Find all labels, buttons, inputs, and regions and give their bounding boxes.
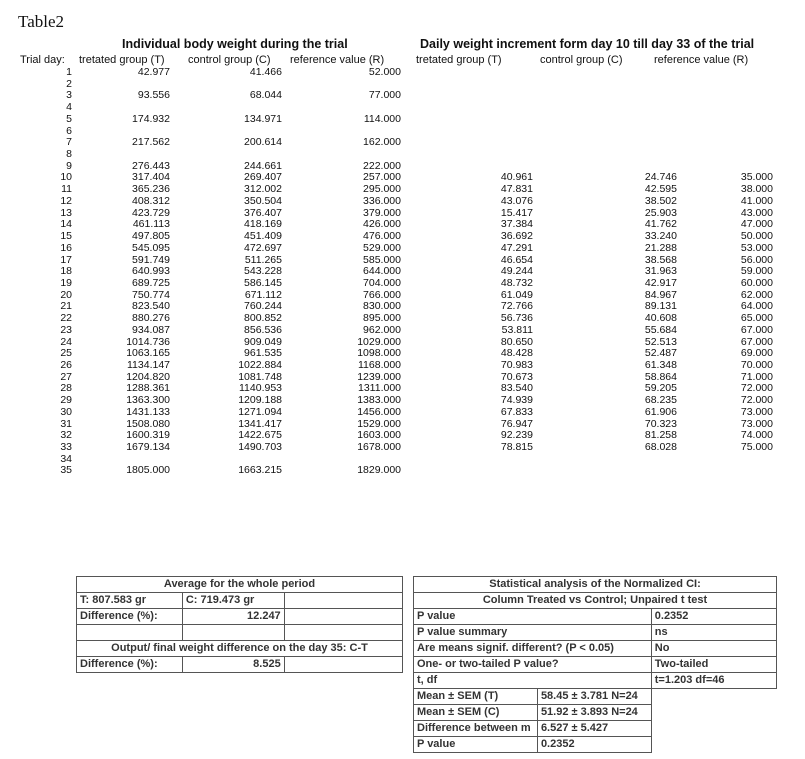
cell-t: 1805.000 [126, 464, 170, 477]
cell-c: 350.504 [244, 194, 282, 207]
cell-dr: 60.000 [740, 276, 773, 289]
cell-r: 1829.000 [357, 464, 401, 477]
stats-row [414, 705, 777, 721]
stats-label: P value summary [414, 625, 652, 641]
cell-dr: 70.000 [740, 358, 773, 371]
cell-dc: 24.746 [644, 171, 677, 184]
table-row [0, 243, 805, 255]
cell-day: 1 [66, 66, 72, 78]
cell-dc: 52.513 [644, 335, 677, 348]
cell-dr: 56.000 [740, 253, 773, 266]
cell-day: 14 [60, 218, 72, 231]
cell-day: 18 [60, 265, 72, 278]
cell-day: 9 [66, 159, 72, 172]
cell-day: 26 [60, 358, 72, 371]
stats-value: t=1.203 df=46 [651, 673, 776, 689]
cell-dt: 92.239 [500, 429, 533, 442]
stats-title-1: Statistical analysis of the Normalized CI: [414, 577, 777, 593]
cell-t: 1508.080 [126, 417, 170, 430]
cell-c: 1209.188 [238, 394, 282, 407]
cell-t: 750.774 [132, 288, 170, 301]
cell-day: 20 [60, 288, 72, 301]
cell-dt: 48.732 [500, 276, 533, 289]
stats-row [414, 657, 777, 673]
weight-table [0, 67, 805, 477]
table-row [0, 231, 805, 243]
table-row [0, 430, 805, 442]
cell-r: 1029.000 [357, 335, 401, 348]
difference-label: Difference (%): [77, 609, 183, 625]
cell-dr: 38.000 [740, 183, 773, 196]
cell-dt: 15.417 [500, 206, 533, 219]
table-row [0, 208, 805, 220]
cell-t: 317.404 [132, 171, 170, 184]
table-row [0, 407, 805, 419]
table-row [0, 161, 805, 173]
cell-t: 1600.319 [126, 429, 170, 442]
average-t: T: 807.583 gr [77, 593, 183, 609]
cell-dc: 38.502 [644, 194, 677, 207]
header-daily-reference: reference value (R) [654, 54, 749, 66]
stats-label: Difference between m [414, 721, 538, 737]
stats-label: Mean ± SEM (C) [414, 705, 538, 721]
cell-day: 32 [60, 429, 72, 442]
cell-dt: 76.947 [500, 417, 533, 430]
cell-dr: 65.000 [740, 312, 773, 325]
cell-dt: 74.939 [500, 394, 533, 407]
stats-row [414, 737, 777, 753]
cell-dt: 47.291 [500, 241, 533, 254]
cell-c: 1022.884 [238, 358, 282, 371]
cell-dc: 25.903 [644, 206, 677, 219]
table-row [0, 90, 805, 102]
cell-r: 529.000 [363, 241, 401, 254]
table-row [0, 372, 805, 384]
cell-r: 77.000 [368, 89, 401, 102]
cell-dc: 81.258 [644, 429, 677, 442]
cell-day: 28 [60, 382, 72, 395]
cell-t: 1204.820 [126, 370, 170, 383]
table-row [0, 255, 805, 267]
cell-dc: 58.864 [644, 370, 677, 383]
cell-c: 1081.748 [238, 370, 282, 383]
cell-dr: 69.000 [740, 347, 773, 360]
table-row [0, 348, 805, 360]
cell-r: 962.000 [363, 323, 401, 336]
cell-c: 961.535 [244, 347, 282, 360]
stats-label: P value [414, 609, 652, 625]
cell-dr: 72.000 [740, 394, 773, 407]
cell-dr: 74.000 [740, 429, 773, 442]
cell-dc: 55.684 [644, 323, 677, 336]
table-row [0, 325, 805, 337]
stats-row [414, 721, 777, 737]
difference-value: 12.247 [182, 609, 284, 625]
cell-c: 376.407 [244, 206, 282, 219]
cell-day: 15 [60, 230, 72, 243]
cell-c: 543.228 [244, 265, 282, 278]
cell-r: 644.000 [363, 265, 401, 278]
average-title: Average for the whole period [77, 577, 403, 593]
cell-t: 1014.736 [126, 335, 170, 348]
cell-r: 476.000 [363, 230, 401, 243]
cell-c: 68.044 [249, 89, 282, 102]
cell-dt: 80.650 [500, 335, 533, 348]
table-row [0, 266, 805, 278]
cell-dr: 47.000 [740, 218, 773, 231]
cell-r: 1529.000 [357, 417, 401, 430]
cell-day: 35 [60, 464, 72, 477]
table-row [0, 79, 805, 91]
table-row [0, 395, 805, 407]
stats-value: 6.527 ± 5.427 [537, 721, 651, 737]
cell-dt: 70.673 [500, 370, 533, 383]
cell-dt: 48.428 [500, 347, 533, 360]
stats-label: Are means signif. different? (P < 0.05) [414, 641, 652, 657]
cell-dc: 84.967 [644, 288, 677, 301]
cell-dt: 47.831 [500, 183, 533, 196]
cell-dt: 78.815 [500, 441, 533, 453]
cell-dt: 43.076 [500, 194, 533, 207]
cell-t: 174.932 [132, 112, 170, 125]
cell-r: 1239.000 [357, 370, 401, 383]
cell-c: 1663.215 [238, 464, 282, 477]
cell-c: 800.852 [244, 312, 282, 325]
cell-r: 114.000 [363, 112, 401, 125]
cell-c: 200.614 [244, 136, 282, 149]
stats-row [414, 689, 777, 705]
table-row [0, 196, 805, 208]
cell-t: 880.276 [132, 312, 170, 325]
stats-value: 51.92 ± 3.893 N=24 [537, 705, 651, 721]
table-caption: Table2 [18, 12, 65, 31]
cell-day: 23 [60, 323, 72, 336]
cell-c: 1490.703 [238, 441, 282, 453]
cell-dt: 67.833 [500, 405, 533, 418]
cell-c: 1341.417 [238, 417, 282, 430]
cell-dr: 64.000 [740, 300, 773, 313]
stats-row [414, 625, 777, 641]
cell-t: 1134.147 [126, 358, 170, 371]
cell-c: 244.661 [244, 159, 282, 172]
header-treated: tretated group (T) [79, 54, 165, 66]
cell-day: 8 [66, 148, 72, 161]
cell-dc: 21.288 [644, 241, 677, 254]
cell-day: 5 [66, 112, 72, 125]
cell-t: 497.805 [132, 230, 170, 243]
header-daily-control: control group (C) [540, 54, 623, 66]
cell-t: 1431.133 [126, 405, 170, 418]
cell-t: 42.977 [137, 66, 170, 78]
stats-value: Two-tailed [651, 657, 776, 673]
left-section-title: Individual body weight during the trial [122, 37, 348, 51]
cell-day: 12 [60, 194, 72, 207]
stats-box [413, 576, 777, 753]
cell-t: 591.749 [132, 253, 170, 266]
header-daily-treated: tretated group (T) [416, 54, 502, 66]
stats-title-2: Column Treated vs Control; Unpaired t test [414, 593, 777, 609]
cell-day: 33 [60, 441, 72, 453]
stats-value: ns [651, 625, 776, 641]
cell-dc: 61.906 [644, 405, 677, 418]
cell-day: 13 [60, 206, 72, 219]
table-row [0, 442, 805, 454]
cell-dt: 36.692 [500, 230, 533, 243]
cell-dc: 31.963 [644, 265, 677, 278]
stats-row [414, 641, 777, 657]
cell-day: 16 [60, 241, 72, 254]
cell-dc: 89.131 [644, 300, 677, 313]
cell-r: 379.000 [363, 206, 401, 219]
cell-day: 22 [60, 312, 72, 325]
cell-day: 10 [60, 171, 72, 184]
cell-t: 276.443 [132, 159, 170, 172]
cell-dt: 46.654 [500, 253, 533, 266]
cell-day: 7 [66, 136, 72, 149]
cell-r: 585.000 [363, 253, 401, 266]
cell-day: 6 [66, 124, 72, 137]
cell-dt: 40.961 [500, 171, 533, 184]
table-row [0, 278, 805, 290]
table-row [0, 219, 805, 231]
cell-dc: 38.568 [644, 253, 677, 266]
cell-day: 34 [60, 452, 72, 465]
cell-r: 704.000 [363, 276, 401, 289]
cell-dc: 41.762 [644, 218, 677, 231]
cell-t: 640.993 [132, 265, 170, 278]
cell-r: 1168.000 [357, 358, 401, 371]
table-row [0, 465, 805, 477]
cell-t: 1063.165 [126, 347, 170, 360]
cell-t: 689.725 [132, 276, 170, 289]
cell-dt: 37.384 [500, 218, 533, 231]
cell-day: 31 [60, 417, 72, 430]
cell-dt: 83.540 [500, 382, 533, 395]
table-row [0, 301, 805, 313]
table-row [0, 114, 805, 126]
cell-t: 461.113 [132, 218, 170, 231]
cell-c: 856.536 [244, 323, 282, 336]
cell-t: 93.556 [137, 89, 170, 102]
table-row [0, 337, 805, 349]
cell-t: 217.562 [132, 136, 170, 149]
cell-day: 21 [60, 300, 72, 313]
cell-dt: 72.766 [500, 300, 533, 313]
cell-dc: 42.917 [644, 276, 677, 289]
stats-label: P value [414, 737, 538, 753]
cell-c: 671.112 [244, 288, 282, 301]
cell-dc: 33.240 [644, 230, 677, 243]
output-title: Output/ final weight difference on the day 35: C-T [77, 641, 403, 657]
cell-c: 451.409 [244, 230, 282, 243]
stats-label: Mean ± SEM (T) [414, 689, 538, 705]
cell-day: 27 [60, 370, 72, 383]
cell-dr: 71.000 [740, 370, 773, 383]
cell-c: 1271.094 [238, 405, 282, 418]
cell-c: 134.971 [244, 112, 282, 125]
cell-r: 162.000 [363, 136, 401, 149]
table-row [0, 313, 805, 325]
table-row [0, 126, 805, 138]
cell-t: 1679.134 [126, 441, 170, 453]
cell-c: 418.169 [244, 218, 282, 231]
cell-r: 830.000 [363, 300, 401, 313]
cell-dt: 70.983 [500, 358, 533, 371]
cell-dt: 49.244 [500, 265, 533, 278]
cell-dr: 35.000 [740, 171, 773, 184]
cell-dc: 61.348 [644, 358, 677, 371]
cell-dc: 42.595 [644, 183, 677, 196]
cell-dr: 73.000 [740, 417, 773, 430]
cell-t: 1288.361 [126, 382, 170, 395]
cell-dc: 59.205 [644, 382, 677, 395]
cell-day: 17 [60, 253, 72, 266]
cell-dr: 67.000 [740, 335, 773, 348]
cell-dt: 56.736 [500, 312, 533, 325]
cell-dr: 67.000 [740, 323, 773, 336]
cell-dc: 52.487 [644, 347, 677, 360]
cell-dr: 73.000 [740, 405, 773, 418]
stats-value: 0.2352 [651, 609, 776, 625]
cell-dr: 41.000 [740, 194, 773, 207]
cell-t: 423.729 [132, 206, 170, 219]
table-row [0, 290, 805, 302]
cell-r: 222.000 [363, 159, 401, 172]
cell-dr: 72.000 [740, 382, 773, 395]
table-row [0, 102, 805, 114]
cell-r: 1603.000 [357, 429, 401, 442]
stats-value: 58.45 ± 3.781 N=24 [537, 689, 651, 705]
difference2-label: Difference (%): [77, 657, 183, 673]
cell-t: 408.312 [132, 194, 170, 207]
cell-r: 426.000 [363, 218, 401, 231]
cell-day: 30 [60, 405, 72, 418]
cell-c: 41.466 [249, 66, 282, 78]
cell-day: 19 [60, 276, 72, 289]
stats-value: No [651, 641, 776, 657]
stats-label: One- or two-tailed P value? [414, 657, 652, 673]
cell-r: 766.000 [363, 288, 401, 301]
cell-c: 511.265 [244, 253, 282, 266]
cell-r: 1098.000 [357, 347, 401, 360]
cell-t: 823.540 [132, 300, 170, 313]
cell-dc: 68.235 [644, 394, 677, 407]
cell-r: 1383.000 [357, 394, 401, 407]
cell-day: 11 [61, 183, 72, 196]
stats-label: t, df [414, 673, 652, 689]
cell-dr: 59.000 [740, 265, 773, 278]
cell-day: 25 [60, 347, 72, 360]
cell-t: 934.087 [132, 323, 170, 336]
cell-c: 760.244 [244, 300, 282, 313]
cell-dr: 53.000 [740, 241, 773, 254]
cell-dc: 40.608 [644, 312, 677, 325]
cell-r: 1678.000 [357, 441, 401, 453]
cell-r: 1311.000 [357, 382, 401, 395]
cell-r: 52.000 [368, 66, 401, 78]
header-trial-day: Trial day: [20, 54, 65, 66]
table-row [0, 454, 805, 466]
stats-row [414, 609, 777, 625]
cell-dr: 62.000 [740, 288, 773, 301]
cell-r: 1456.000 [357, 405, 401, 418]
cell-c: 909.049 [244, 335, 282, 348]
cell-c: 586.145 [244, 276, 282, 289]
table-row [0, 149, 805, 161]
table-row [0, 67, 805, 79]
stats-value: 0.2352 [537, 737, 651, 753]
cell-c: 472.697 [244, 241, 282, 254]
cell-day: 2 [66, 77, 72, 90]
cell-c: 312.002 [244, 183, 282, 196]
cell-c: 1140.953 [238, 382, 282, 395]
cell-r: 257.000 [363, 171, 401, 184]
average-box [76, 576, 403, 673]
table-row [0, 137, 805, 149]
cell-c: 1422.675 [238, 429, 282, 442]
cell-r: 295.000 [363, 183, 401, 196]
cell-t: 365.236 [132, 183, 170, 196]
cell-dr: 50.000 [740, 230, 773, 243]
cell-t: 1363.300 [126, 394, 170, 407]
cell-dt: 53.811 [501, 323, 533, 336]
cell-day: 4 [66, 101, 72, 114]
table-row [0, 172, 805, 184]
table-row [0, 360, 805, 372]
cell-r: 895.000 [363, 312, 401, 325]
header-reference: reference value (R) [290, 54, 385, 66]
cell-day: 24 [60, 335, 72, 348]
table-row [0, 383, 805, 395]
header-control: control group (C) [188, 54, 271, 66]
stats-row [414, 673, 777, 689]
average-c: C: 719.473 gr [182, 593, 284, 609]
cell-t: 545.095 [132, 241, 170, 254]
cell-dc: 70.323 [644, 417, 677, 430]
cell-r: 336.000 [363, 194, 401, 207]
cell-dr: 75.000 [740, 441, 773, 453]
cell-day: 3 [66, 89, 72, 102]
cell-c: 269.407 [244, 171, 282, 184]
table-row [0, 419, 805, 431]
cell-day: 29 [60, 394, 72, 407]
cell-dr: 43.000 [740, 206, 773, 219]
table-row [0, 184, 805, 196]
cell-dt: 61.049 [500, 288, 533, 301]
cell-dc: 68.028 [644, 441, 677, 453]
right-section-title: Daily weight increment form day 10 till day 33 of the trial [420, 37, 755, 51]
difference2-value: 8.525 [182, 657, 284, 673]
